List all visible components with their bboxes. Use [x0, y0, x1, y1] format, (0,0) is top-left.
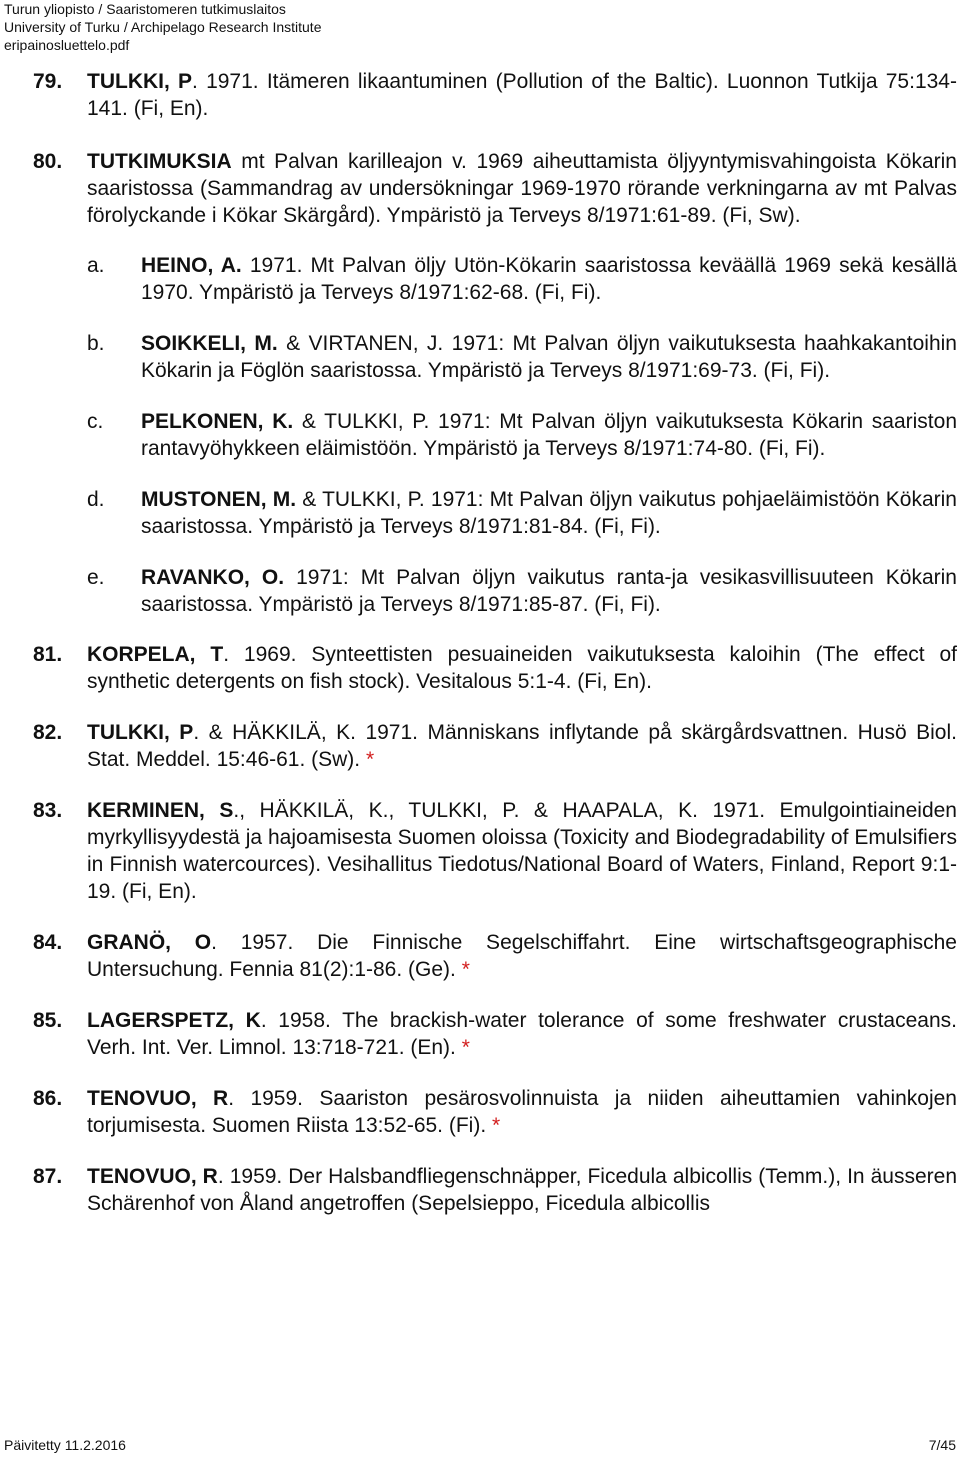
entry-citation: . 1957. Die Finnische Segelschiffahrt. Eine wirtschaftsgeographische Untersuchung. Fennia 81(2):1-86. (Ge). — [87, 931, 957, 981]
entry-author: TUTKIMUKSIA — [87, 150, 232, 173]
entry-author: TULKKI, P — [87, 70, 193, 93]
bibliography-list — [33, 68, 957, 1217]
subentry-letter: e. — [87, 566, 105, 589]
entry-citation: . 1959. Saariston pesärosvolinnuista ja niiden aiheuttamien vahinkojen torjumisesta. Suomen Riista 13:52-65. (Fi). — [87, 1087, 957, 1137]
bibliography-subentry — [87, 408, 957, 462]
entry-author: TULKKI, P — [87, 721, 194, 744]
bibliography-entry — [33, 719, 957, 773]
subentry-letter: a. — [87, 254, 105, 277]
asterisk-marker: * — [461, 1036, 470, 1059]
asterisk-marker: * — [461, 958, 470, 981]
subentry-citation: & VIRTANEN, J. 1971: Mt Palvan öljyn vaikutuksesta haahkakantoihin Kökarin ja Föglön saaristossa. Ympäristö ja Terveys 8/1971:69-73. (Fi, Fi). — [141, 332, 957, 382]
entry-author: TENOVUO, R — [87, 1165, 218, 1188]
footer-page-number: 7/45 — [928, 1437, 956, 1453]
entry-number: 80. — [33, 150, 63, 173]
subentry-citation: & TULKKI, P. 1971: Mt Palvan öljyn vaikutuksesta Kökarin saariston rantavyöhykkeen eläimistöön. Ympäristö ja Terveys 8/1971:74-80. (Fi, Fi). — [141, 410, 957, 460]
entry-citation: . 1959. Der Halsbandfliegenschnäpper, Ficedula albicollis (Temm.), In äusseren Schärenhof von Åland angetroffen (Sepelsieppo, Ficedula albicollis — [87, 1165, 957, 1215]
subentry-letter: d. — [87, 488, 105, 511]
entry-author: KORPELA, T — [87, 643, 224, 666]
entry-number: 84. — [33, 931, 63, 954]
entry-citation: . & HÄKKILÄ, K. 1971. Människans inflytande på skärgårdsvattnen. Husö Biol. Stat. Meddel. 15:46-61. (Sw). — [87, 721, 957, 771]
bibliography-entry — [33, 68, 957, 122]
bibliography-entry — [33, 148, 957, 229]
bibliography-entry — [33, 1085, 957, 1139]
entry-number: 87. — [33, 1165, 63, 1188]
entry-author: TENOVUO, R — [87, 1087, 229, 1110]
entry-number: 81. — [33, 643, 63, 666]
subentry-citation: & TULKKI, P. 1971: Mt Palvan öljyn vaikutus pohjaeläimistöön Kökarin saaristossa. Ympäristö ja Terveys 8/1971:81-84. (Fi, Fi). — [141, 488, 957, 538]
footer-updated-date: Päivitetty 11.2.2016 — [4, 1437, 126, 1453]
subentry-citation: 1971. Mt Palvan öljy Utön-Kökarin saaristossa keväällä 1969 sekä kesällä 1970. Ympäristö ja Terveys 8/1971:62-68. (Fi, Fi). — [141, 254, 958, 304]
subentry-author: RAVANKO, O. — [141, 566, 285, 589]
bibliography-entry — [33, 1163, 957, 1217]
entry-citation: mt Palvan karilleajon v. 1969 aiheuttamista öljyyntymisvahingoista Kökarin saaristossa (Sammandrag av undersökningar 1969-1970 rörande verkningarna av mt Palvas förolyckande i Kökar Skärgård). Ympäristö ja Terveys 8/1971:61-89. (Fi, Sw). — [87, 150, 957, 227]
subentry-author: PELKONEN, K. — [141, 410, 294, 433]
entry-citation: . 1958. The brackish-water tolerance of some freshwater crustaceans. Verh. Int. Ver. Limnol. 13:718-721. (En). — [87, 1009, 957, 1059]
entry-number: 79. — [33, 70, 63, 93]
header-institution-fi: Turun yliopisto / Saaristomeren tutkimuslaitos — [4, 1, 286, 17]
header-filename: eripainosluettelo.pdf — [4, 37, 130, 53]
header-institution-en: University of Turku / Archipelago Research Institute — [4, 19, 322, 35]
subentry-letter: b. — [87, 332, 105, 355]
asterisk-marker: * — [365, 748, 375, 771]
bibliography-entry — [33, 797, 957, 905]
bibliography-subentry — [87, 330, 957, 384]
entry-citation: ., HÄKKILÄ, K., TULKKI, P. & HAAPALA, K. 1971. Emulgointiaineiden myrkyllisyydestä ja hajoamisesta Suomen oloissa (Toxicity and Biodegradability of Emulsifiers in Finnish watercources). Vesihallitus Tiedotus/National Board of Waters, Finland, Report 9:1-19. (Fi, En). — [87, 799, 957, 903]
entry-author: KERMINEN, S — [87, 799, 234, 822]
bibliography-entry — [33, 641, 957, 695]
entry-number: 82. — [33, 721, 63, 744]
page-header — [4, 0, 321, 54]
entry-number: 83. — [33, 799, 63, 822]
entry-number: 85. — [33, 1009, 63, 1032]
subentry-letter: c. — [87, 410, 104, 433]
subentry-citation: 1971: Mt Palvan öljyn vaikutus ranta-ja vesikasvillisuuteen Kökarin saaristossa. Ympäristö ja Terveys 8/1971:85-87. (Fi, Fi). — [141, 566, 957, 616]
bibliography-subentry — [87, 486, 957, 540]
bibliography-subentry — [87, 252, 957, 306]
entry-citation: . 1971. Itämeren likaantuminen (Pollution of the Baltic). Luonnon Tutkija 75:134-141. (Fi, En). — [87, 70, 957, 120]
entry-author: LAGERSPETZ, K — [87, 1009, 261, 1032]
entry-number: 86. — [33, 1087, 63, 1110]
subentry-author: HEINO, A. — [141, 254, 242, 277]
bibliography-subentry — [87, 564, 957, 618]
entry-author: GRANÖ, O — [87, 931, 212, 954]
asterisk-marker: * — [492, 1114, 501, 1137]
bibliography-entry — [33, 1007, 957, 1061]
bibliography-entry — [33, 929, 957, 983]
subentry-author: SOIKKELI, M. — [141, 332, 278, 355]
subentry-author: MUSTONEN, M. — [141, 488, 297, 511]
entry-citation: . 1969. Synteettisten pesuaineiden vaikutuksesta kaloihin (The effect of synthetic detergents on fish stock). Vesitalous 5:1-4. (Fi, En). — [87, 643, 957, 693]
